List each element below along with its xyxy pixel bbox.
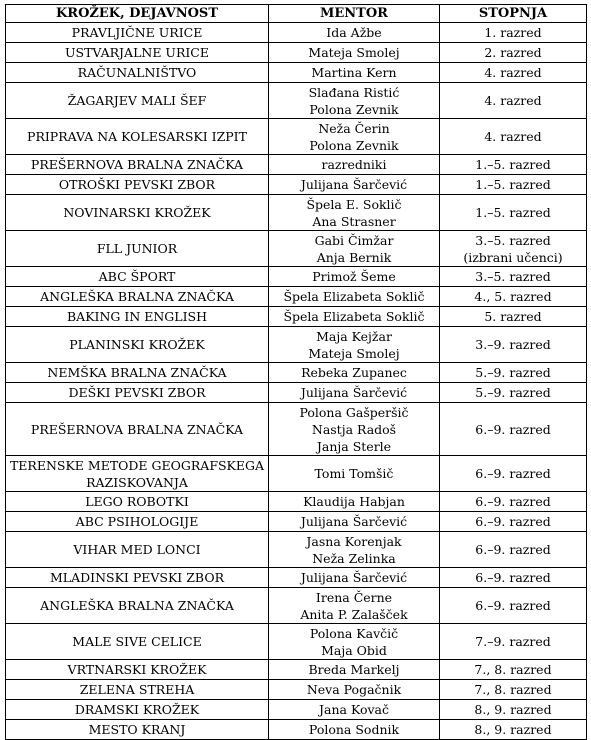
activity-cell [6,287,269,307]
activity-cell [6,267,269,287]
activity-cell [6,363,269,383]
mentor-cell [269,363,440,383]
mentor-text: Tomi Tomšič [314,466,394,481]
grade-cell [440,588,587,624]
activity-text: ABC ŠPORT [98,269,176,284]
mentor-text: Nastja Radoš [311,421,397,437]
table-row [6,43,587,63]
activity-cell [6,624,269,660]
activity-text: ZELENA STREHA [79,682,195,697]
grade-cell [440,456,587,492]
table-row [6,155,587,175]
grade-text: 5. razred [484,309,542,324]
mentor-text: Martina Kern [311,65,397,80]
activity-cell [6,700,269,720]
activity-text: PRIPRAVA NA KOLESARSKI IZPIT [27,129,247,144]
table-row [6,363,587,383]
mentor-text: Mateja Smolej [308,45,400,60]
activity-cell [6,568,269,588]
mentor-text: Ida Ažbe [326,25,382,40]
table-row [6,267,587,287]
activity-text: ABC PSIHOLOGIJE [75,514,199,529]
activity-cell [6,83,269,119]
activity-cell [6,660,269,680]
table-row [6,23,587,43]
activity-cell [6,327,269,363]
mentor-cell [269,700,440,720]
activity-text: RAZISKOVANJA [86,474,188,490]
grade-cell [440,363,587,383]
grade-cell [440,43,587,63]
mentor-cell [269,43,440,63]
activity-text: LEGO ROBOTKI [85,494,189,509]
mentor-text: Špela Elizabeta Soklič [283,309,425,324]
grade-cell [440,720,587,740]
table-row [6,63,587,83]
activity-cell [6,512,269,532]
mentor-cell [269,680,440,700]
mentor-cell [269,195,440,231]
mentor-cell [269,63,440,83]
activity-text: VRTNARSKI KROŽEK [67,662,207,677]
grade-text: 6.–9. razred [475,494,551,509]
grade-cell [440,680,587,700]
activity-text: DRAMSKI KROŽEK [74,702,200,717]
activity-cell [6,588,269,624]
mentor-text: Polona Zevnik [309,101,399,117]
grade-text: 5.–9. razred [475,365,551,380]
grade-text: 3.–9. razred [475,337,551,352]
mentor-cell [269,119,440,155]
table-row [6,175,587,195]
grade-cell [440,512,587,532]
mentor-text: Polona Gašperšič [299,404,409,420]
table-row [6,660,587,680]
activities-table-container [5,4,587,740]
grade-cell [440,231,587,267]
table-row [6,492,587,512]
grade-text: 6.–9. razred [475,466,551,481]
activity-cell [6,155,269,175]
grade-text: 8., 9. razred [474,702,552,717]
grade-cell [440,175,587,195]
table-row [6,568,587,588]
table-row [6,456,587,492]
table-row [6,588,587,624]
activity-text: DEŠKI PEVSKI ZBOR [68,385,206,400]
activity-cell [6,307,269,327]
grade-cell [440,119,587,155]
mentor-text: Neva Pogačnik [306,682,402,697]
activity-text: OTROŠKI PEVSKI ZBOR [58,177,216,192]
mentor-text: Klaudija Habjan [303,494,405,509]
mentor-text: Neža Čerin [318,120,390,136]
mentor-text: Gabi Čimžar [314,232,394,248]
grade-text: 5.–9. razred [475,385,551,400]
grade-text: 6.–9. razred [475,570,551,585]
grade-cell [440,23,587,43]
activity-text: PRAVLJIČNE URICE [71,25,203,40]
grade-cell [440,568,587,588]
mentor-text: Julijana Šarčević [300,177,408,192]
grade-cell [440,532,587,568]
grade-text: 6.–9. razred [475,598,551,613]
mentor-cell [269,568,440,588]
grade-cell [440,307,587,327]
grade-text: 4. razred [484,93,542,108]
activity-text: ANGLEŠKA BRALNA ZNAČKA [40,289,234,304]
mentor-cell [269,231,440,267]
activity-text: PREŠERNOVA BRALNA ZNAČKA [30,421,244,437]
mentor-cell [269,403,440,456]
mentor-text: Julijana Šarčević [300,385,408,400]
mentor-cell [269,287,440,307]
mentor-cell [269,155,440,175]
mentor-text: Polona Sodnik [308,722,400,737]
activity-text: NEMŠKA BRALNA ZNAČKA [47,365,227,380]
mentor-text: Polona Kavčič [309,625,399,641]
mentor-text: Janja Sterle [316,438,392,454]
grade-cell [440,267,587,287]
mentor-text: Špela Elizabeta Soklič [283,289,425,304]
activity-cell [6,456,269,492]
grade-cell [440,287,587,307]
table-row [6,700,587,720]
mentor-cell [269,456,440,492]
grade-cell [440,660,587,680]
activities-table [5,4,587,740]
activity-text: PREŠERNOVA BRALNA ZNAČKA [30,157,244,172]
grade-cell [440,83,587,119]
activity-text: BAKING IN ENGLISH [67,309,207,324]
grade-text: (izbrani učenci) [463,249,563,265]
grade-text: 1.–5. razred [475,205,551,220]
grade-text: 7., 8. razred [474,662,552,677]
grade-cell [440,492,587,512]
table-row [6,119,587,155]
header-mentor: MENTOR [269,5,440,23]
grade-text: 2. razred [484,45,542,60]
mentor-cell [269,532,440,568]
mentor-text: Irena Černe [315,589,393,605]
mentor-text: Špela E. Soklič [306,196,402,212]
mentor-text: Julijana Šarčević [300,570,408,585]
mentor-text: Polona Zevnik [309,137,399,153]
mentor-cell [269,83,440,119]
activity-cell [6,680,269,700]
activity-text: FLL JUNIOR [96,241,178,256]
table-row [6,231,587,267]
mentor-text: Slađana Ristić [308,84,400,100]
activity-cell [6,231,269,267]
mentor-text: Mateja Smolej [308,345,400,361]
activity-text: RAČUNALNIŠTVO [77,65,197,80]
grade-text: 3.–5. razred [475,269,551,284]
mentor-text: Rebeka Zupanec [301,365,407,380]
mentor-text: Anja Bernik [316,249,392,265]
mentor-text: Breda Markelj [308,662,400,677]
mentor-cell [269,588,440,624]
mentor-cell [269,175,440,195]
activity-text: USTVARJALNE URICE [64,45,209,60]
table-row [6,195,587,231]
mentor-text: Maja Kejžar [316,328,392,344]
activity-text: ANGLEŠKA BRALNA ZNAČKA [40,598,234,613]
activity-cell [6,43,269,63]
table-row [6,327,587,363]
grade-cell [440,383,587,403]
grade-cell [440,327,587,363]
activity-text: ŽAGARJEV MALI ŠEF [67,93,207,108]
mentor-cell [269,720,440,740]
activity-text: VIHAR MED LONCI [73,542,201,557]
mentor-cell [269,624,440,660]
header-activity: KROŽEK, DEJAVNOST [6,5,269,23]
grade-text: 7., 8. razred [474,682,552,697]
table-row [6,403,587,456]
grade-text: 1. razred [484,25,542,40]
table-row [6,512,587,532]
grade-text: 1.–5. razred [475,157,551,172]
activity-cell [6,195,269,231]
mentor-cell [269,383,440,403]
mentor-cell [269,492,440,512]
activity-cell [6,403,269,456]
activity-cell [6,383,269,403]
grade-cell [440,700,587,720]
activity-text: TERENSKE METODE GEOGRAFSKEGA [9,457,265,473]
activity-text: MESTO KRANJ [88,722,186,737]
activity-cell [6,492,269,512]
mentor-cell [269,512,440,532]
grade-text: 8., 9. razred [474,722,552,737]
grade-text: 6.–9. razred [475,542,551,557]
grade-text: 6.–9. razred [475,421,551,437]
grade-text: 4. razred [484,65,542,80]
table-row [6,83,587,119]
mentor-text: Julijana Šarčević [300,514,408,529]
grade-cell [440,63,587,83]
mentor-cell [269,307,440,327]
table-row [6,307,587,327]
mentor-cell [269,267,440,287]
mentor-text: razredniki [321,157,387,172]
grade-cell [440,624,587,660]
activity-text: MLADINSKI PEVSKI ZBOR [50,570,224,585]
grade-text: 7.–9. razred [475,634,551,649]
grade-text: 3.–5. razred [475,232,551,248]
table-row [6,532,587,568]
table-row [6,624,587,660]
table-row [6,383,587,403]
grade-text: 1.–5. razred [475,177,551,192]
activity-cell [6,23,269,43]
activity-cell [6,63,269,83]
grade-cell [440,155,587,175]
mentor-cell [269,660,440,680]
mentor-text: Jana Kovač [319,702,389,717]
table-header-row [6,5,587,23]
table-row [6,680,587,700]
mentor-cell [269,23,440,43]
mentor-text: Primož Šeme [312,269,396,284]
activity-text: NOVINARSKI KROŽEK [63,205,211,220]
table-row [6,720,587,740]
mentor-text: Jasna Korenjak [306,533,402,549]
activity-cell [6,532,269,568]
grade-cell [440,403,587,456]
grade-text: 6.–9. razred [475,514,551,529]
grade-cell [440,195,587,231]
header-grade: STOPNJA [440,5,587,23]
table-row [6,287,587,307]
grade-text: 4., 5. razred [474,289,552,304]
activity-cell [6,720,269,740]
mentor-text: Neža Zelinka [312,550,396,566]
mentor-text: Maja Obid [321,642,387,658]
activity-text: MALE SIVE CELICE [72,634,202,649]
mentor-text: Ana Strasner [312,213,396,229]
activity-cell [6,175,269,195]
table-body [6,23,587,740]
mentor-cell [269,327,440,363]
grade-text: 4. razred [484,129,542,144]
mentor-text: Anita P. Zalašček [300,606,408,622]
activity-cell [6,119,269,155]
activity-text: PLANINSKI KROŽEK [69,337,205,352]
